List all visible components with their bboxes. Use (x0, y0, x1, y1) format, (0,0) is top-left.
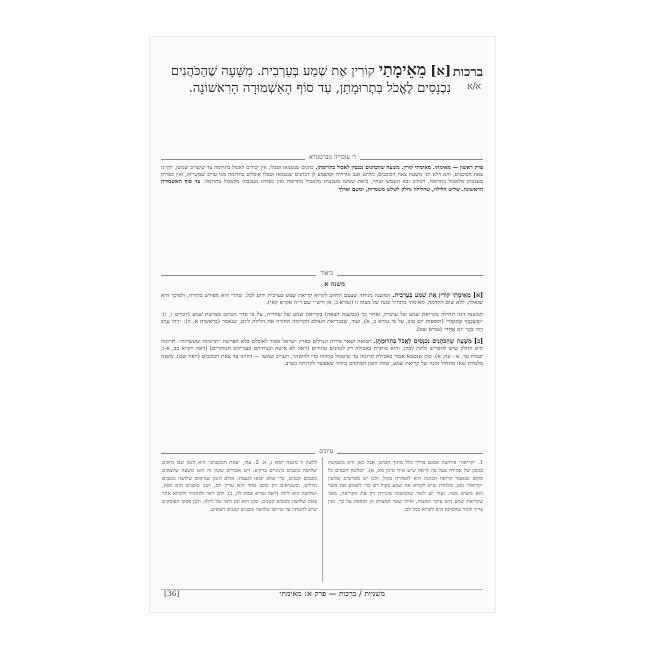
commentary-text (161, 165, 483, 194)
running-footer: משניות / ברכות — פרק א: מאימתי (279, 589, 385, 598)
biur-body: תבואה ושאר פירות הגדלים בארץ ישראל אסור לאוכלם בלא הפרשת ״תרומות ומעשרות״. תרומה היא החלק שיש להפריש ולתת לכהן, והיא מותרת באכילה רק לכהנים טהורים (ראה לא אישה ובנותיהם ועבדיהם הטהורים) (ראה ויקרא כב, א-ז; יבמות עד, א - עה, א). כהן שנטמא אסור באכילת תרומה עד שיטבול במקוה כדי להיטהר, ויעריב שמשו — דהיינו עד צאת הכוכבים (ראה שם). משנה מלמדת שאז מתחיל זמנה של קריאת שמע, שזהו הזמן המוקדם ביותר שאפשר לקרותה בערב. (161, 339, 483, 368)
biur-paragraph (161, 292, 483, 308)
mishnah-text: קוֹרִין אֶת שְׁמַע בְּעַרְבִית. מִשָּׁעָה שֶׁהַכֹּהֲנִים נִכְנָסִים לֶאֱכֹל בִּתְרוּמָתָן, עַד סוֹף הָאַשְׁמוּרָה הָרִאשׁוֹנָה. (170, 64, 451, 96)
commentary-body: כהנים שנטמאו וטבלו, אין יכולים לאכול בתרומה עד שיעריב שמשן, דהיינו צאת הכוכבים, והא דלא תני משעת צאת הכוכבים, מלתא אגב אורחיה קמשמע לן דכהנים שנטמאו וטבלו אוכלים בתרומה מכי עריב שמשייהו, ואין כפרתן מעכבתן מלאכול בתרומה, דכתיב ובא השמש וטהר, ביאת שמשו מעכבתו מלאכול בתרומה ואין כפרתו מעכבתו מלאכול בתרומה. (161, 165, 483, 186)
biur-paragraph (161, 338, 483, 369)
folio-number: א/א (467, 82, 481, 92)
page-number: [36] (164, 589, 180, 598)
mishnah-number: [א] (430, 64, 451, 79)
notes-title: עיונים (315, 448, 337, 455)
biur-lead: אֶת שְׁמַע בְּעַרְבִית. (392, 292, 437, 299)
book-page (150, 37, 495, 612)
biur-subtitle: משנה א (324, 280, 345, 288)
notes-column-left: ללשון זו משנה יומא ג, א. 2. עוד, ״צאת הכוכבים״ היא הזמן שבו נראים שלושה כוכבים בינוניים ברקיע. ויש אומרים שזמן זה הוא משעה שיוצאים כוכבים קטנים, כדי שלא יבואו לטעות. אולם הזמן שנראים שלושה כוכבים גדולים, וכשנראים רק כוכב אחד הוא עדיין יום, ושני כוכבים הוא ספק, ושלושה הוא לילה (ראה גמרא שבת לה, ב). ולכן ראוי להחמיר ולקרוא אחר צאת שלושה כוכבים קטנים, שכן הוא זמן ודאי של לילה. ולכן פסקו הפוסקים שיש להמתין עד שיראו שלושה כוכבים קטנים רצופים. (162, 460, 317, 513)
biur-body: המשנה דנה תחילה בקריאת שמע של ערבית, ואחר כך (במשנה הבאה) בקריאת שמע של שחרית, על פי סדר הכתוב בפרשת שמע (דברים ו, ז): ״וּבְשָׁכְבְּךָ וּבְקוּמֶךָ״ (תוספות יום טוב, על פי גמרא ב, א). ועוד, שבבריאת העולם הקדימה התורה את הלילה ליום, שנאמר (בראשית א, ה): ״וַיְהִי עֶרֶב וַיְהִי בֹקֶר יוֹם אֶחָד״ (גמרא שם). (161, 311, 483, 333)
biur-lead: [א] מֵאֵימָתַי קוֹרִין (438, 292, 484, 299)
commentary-lead: פרק ראשון — מאימתי. מאימתי קורין. משעה שהכהנים נכנסין לאכול בתרומתן. (315, 165, 484, 171)
commentary-title: ר׳ עובדיה מברטנורא (305, 154, 360, 161)
notes-column-right: 1. ״קריאה״ פירושה אמנם בדרך כלל מתוך הכתב, אבל כאן היא משמשת במובן של אמירה בעל פה (ראה ש״ע א״ח סימן סא, א). ״ובלשון חכמים כל מקום שנאמר קריאה הכוונה היא לאמירה בקול, ולכן יש מפרשים שלשון ״קריאה״ כאן, מלמדת שיש לקרוא את שמע בקול רם כדי לשמוע את אשר הוא מוציא מפיו. ועוד יש לומר שהמשנה מזכירה רק את הקריאה, מפני שקריאת שמע היא עיקר המצוה, ואילו שאר המצוות הן תוספת על כך, ואין צריך לומר שהכוונה היא לקרוא בכל לבו. (328, 460, 483, 513)
biur-paragraph (161, 312, 483, 334)
mishnah-heading (161, 61, 451, 97)
tractate-name: ברכות (452, 65, 483, 80)
column-divider (322, 457, 323, 582)
biur-lead: [ב] מִשָּׁעָה שֶׁהַכֹּהֲנִים נִכְנָסִים לֶאֱכֹל בִּתְרוּמָתָן. (373, 338, 484, 346)
biur-text (161, 292, 483, 373)
biur-title: ביאור (316, 270, 337, 277)
commentary-closing: עד סוף האשמורה הראשונה. שליש הלילה, שהלילה נחלק לשלש משמרות, ומשם ואילך (161, 179, 483, 193)
mishnah-incipit: מֵאֵימָתַי (378, 60, 427, 79)
biur-body: המשנה מניחה שעצם החיוב לקרוא קריאת שמע בערבית ידוע לכל. שהרי הוא מפורש בתורה, ולפיכך היא שואלת, ללא שום הקדמה, מאימתי מתחיל זמנה של מצוה זו (גמרא ב, א; ורש״י שם ד״ה אקרא קאי). (161, 293, 483, 307)
